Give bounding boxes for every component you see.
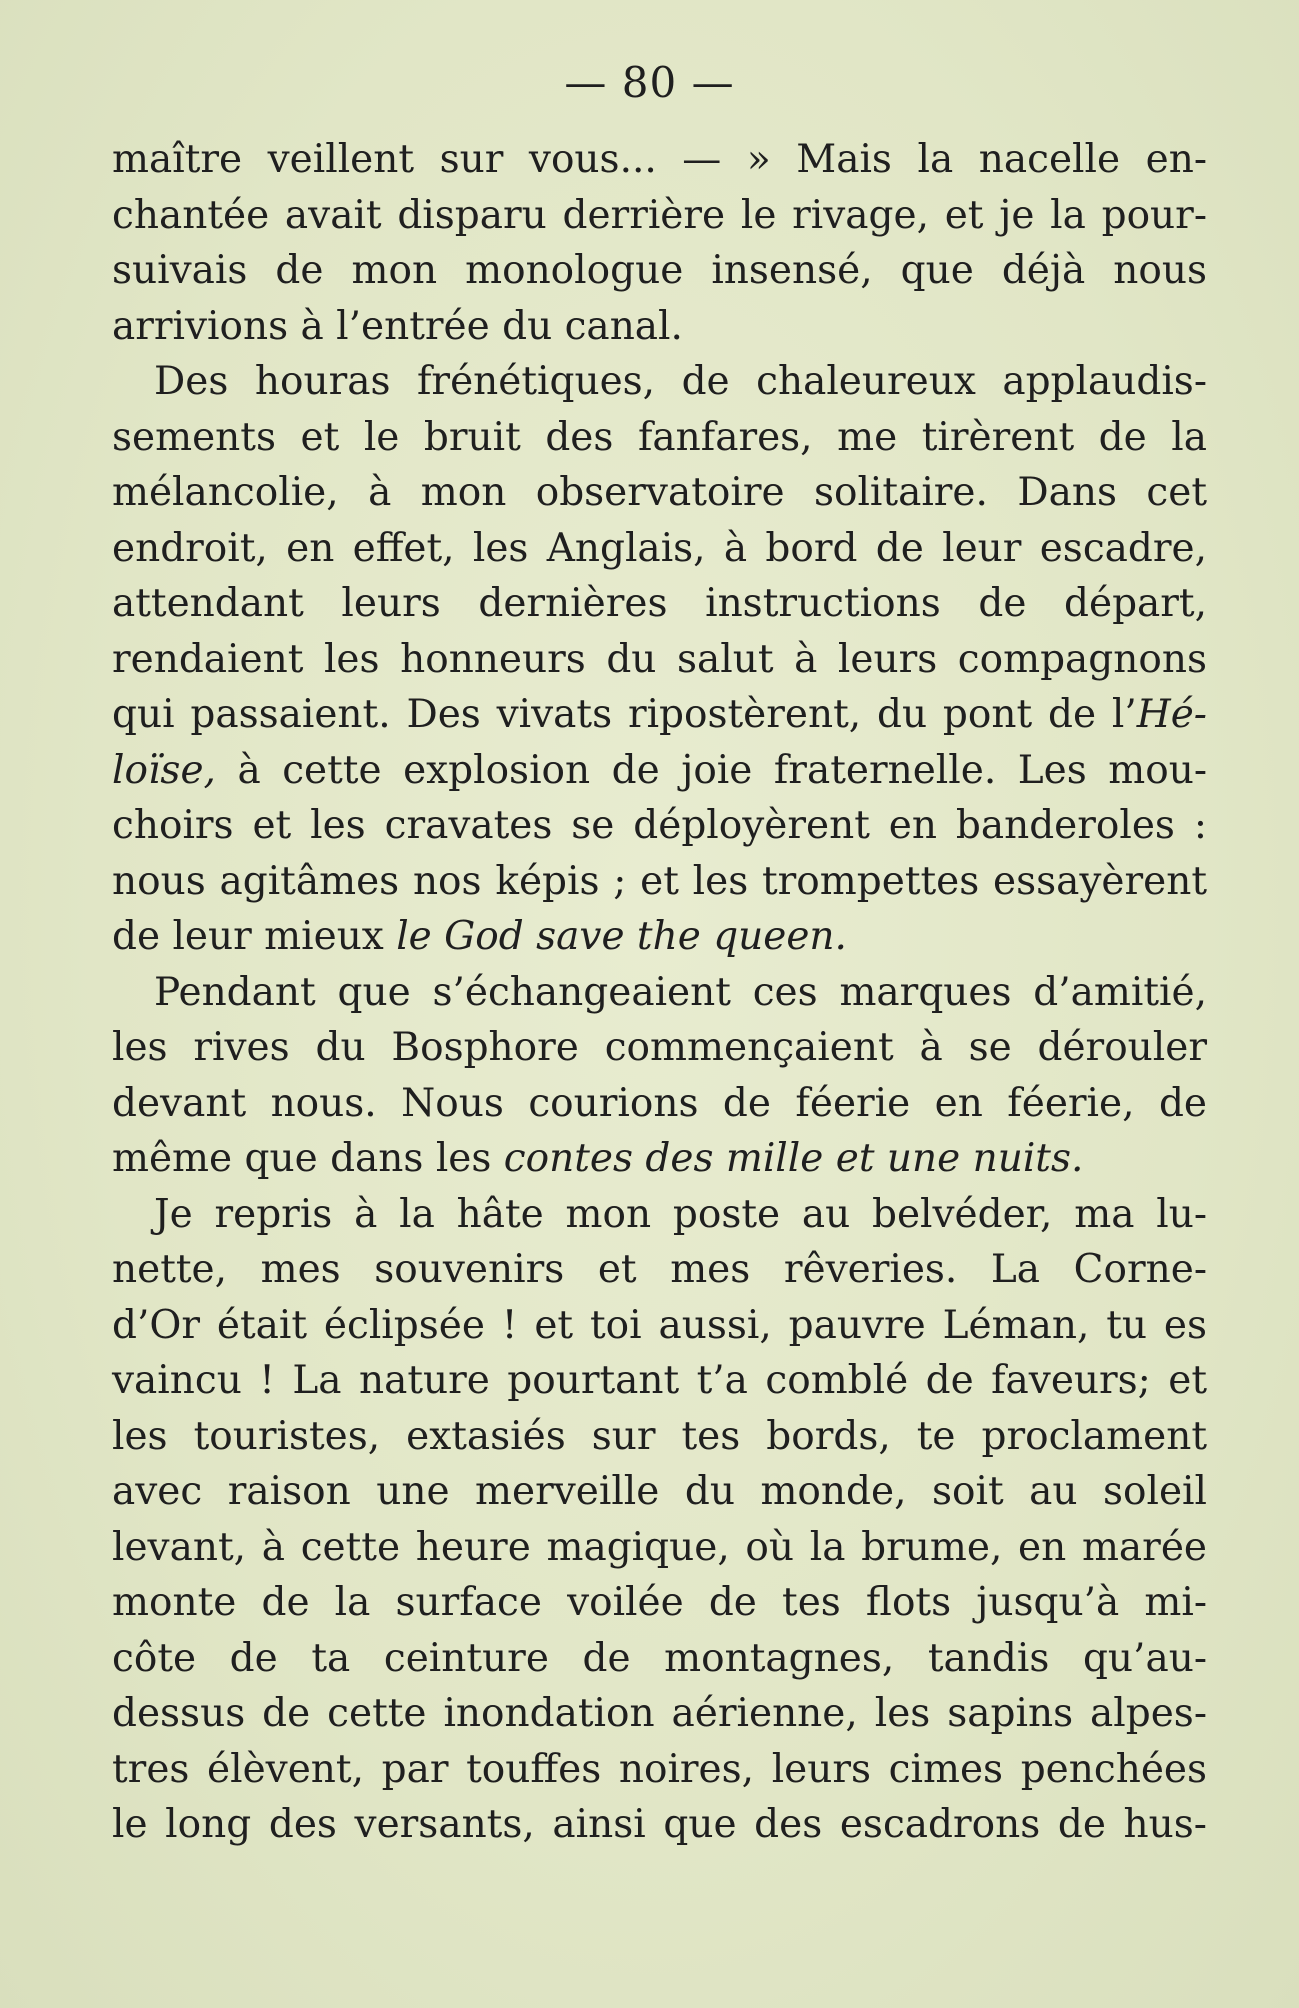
text-line: nette, mes souvenirs et mes rêveries. La Corne-	[112, 1247, 1207, 1292]
paragraph	[112, 965, 1207, 1187]
text-line: rendaient les honneurs du salut à leurs compagnons	[112, 636, 1207, 682]
text-run: de leur mieux	[112, 914, 397, 959]
text-line: nous agitâmes nos képis ; et les trompettes essayèrent	[112, 858, 1207, 904]
text-line: Pendant que s’échangeaient ces marques d’amitié,	[154, 969, 1207, 1015]
text-line: suivais de mon monologue insensé, que déjà nous	[112, 248, 1207, 293]
text-line: levant, à cette heure magique, où la brume, en marée	[112, 1524, 1207, 1570]
text-line: les rives du Bosphore commençaient à se dérouler	[112, 1025, 1207, 1070]
text-line	[112, 743, 1207, 799]
text-run: même que dans les	[112, 1136, 504, 1181]
text-line: vaincu ! La nature pourtant t’a comblé de faveurs; et	[112, 1358, 1207, 1403]
text-line: monte de la surface voilée de tes flots jusqu’à mi-	[112, 1580, 1207, 1625]
body-text	[112, 132, 1207, 1853]
italic-text-run: contes des mille et une nuits.	[503, 1136, 1084, 1181]
text-line: choirs et les cravates se déployèrent en banderoles :	[112, 803, 1207, 848]
text-line: dessus de cette inondation aérienne, les sapins alpes-	[112, 1691, 1207, 1736]
paragraph	[112, 132, 1207, 354]
text-line: Des houras frénétiques, de chaleureux applaudis-	[154, 359, 1207, 404]
italic-text-run: Hé-	[1136, 692, 1207, 737]
text-line: avec raison une merveille du monde, soit au soleil	[112, 1469, 1207, 1514]
text-line	[112, 687, 1207, 743]
text-line	[112, 1131, 1207, 1187]
italic-text-run: loïse,	[112, 747, 216, 793]
text-line: côte de ta ceinture de montagnes, tandis qu’au-	[112, 1635, 1207, 1681]
paragraph	[112, 1187, 1207, 1853]
text-line: d’Or était éclipsée ! et toi aussi, pauvre Léman, tu es	[112, 1302, 1207, 1348]
text-line: le long des versants, ainsi que des escadrons de hus-	[112, 1802, 1207, 1847]
text-line	[112, 909, 1207, 965]
text-line: mélancolie, à mon observatoire solitaire. Dans cet	[112, 470, 1207, 515]
text-line: chantée avait disparu derrière le rivage, et je la pour-	[112, 192, 1207, 238]
italic-text-run: le God save the queen.	[396, 914, 847, 959]
text-run: qui passaient. Des vivats ripostèrent, du pont de l’	[112, 692, 1137, 737]
text-line: devant nous. Nous courions de féerie en féerie, de	[112, 1080, 1207, 1126]
text-run: à cette explosion de joie fraternelle. Les mou-	[215, 747, 1207, 793]
page-number: — 80 —	[564, 58, 735, 107]
text-line: sements et le bruit des fanfares, me tirèrent de la	[112, 414, 1207, 460]
text-line: arrivions à l’entrée du canal.	[112, 303, 683, 349]
text-line: attendant leurs dernières instructions de départ,	[112, 581, 1207, 626]
paragraph	[112, 354, 1207, 965]
text-line: endroit, en effet, les Anglais, à bord de leur escadre,	[112, 525, 1207, 571]
text-line: les touristes, extasiés sur tes bords, te proclament	[112, 1413, 1207, 1459]
text-line: Je repris à la hâte mon poste au belvéder, ma lu-	[154, 1191, 1207, 1237]
text-line: tres élèvent, par touffes noires, leurs cimes penchées	[112, 1746, 1207, 1792]
text-line: maître veillent sur vous... — » Mais la nacelle en-	[112, 137, 1207, 182]
